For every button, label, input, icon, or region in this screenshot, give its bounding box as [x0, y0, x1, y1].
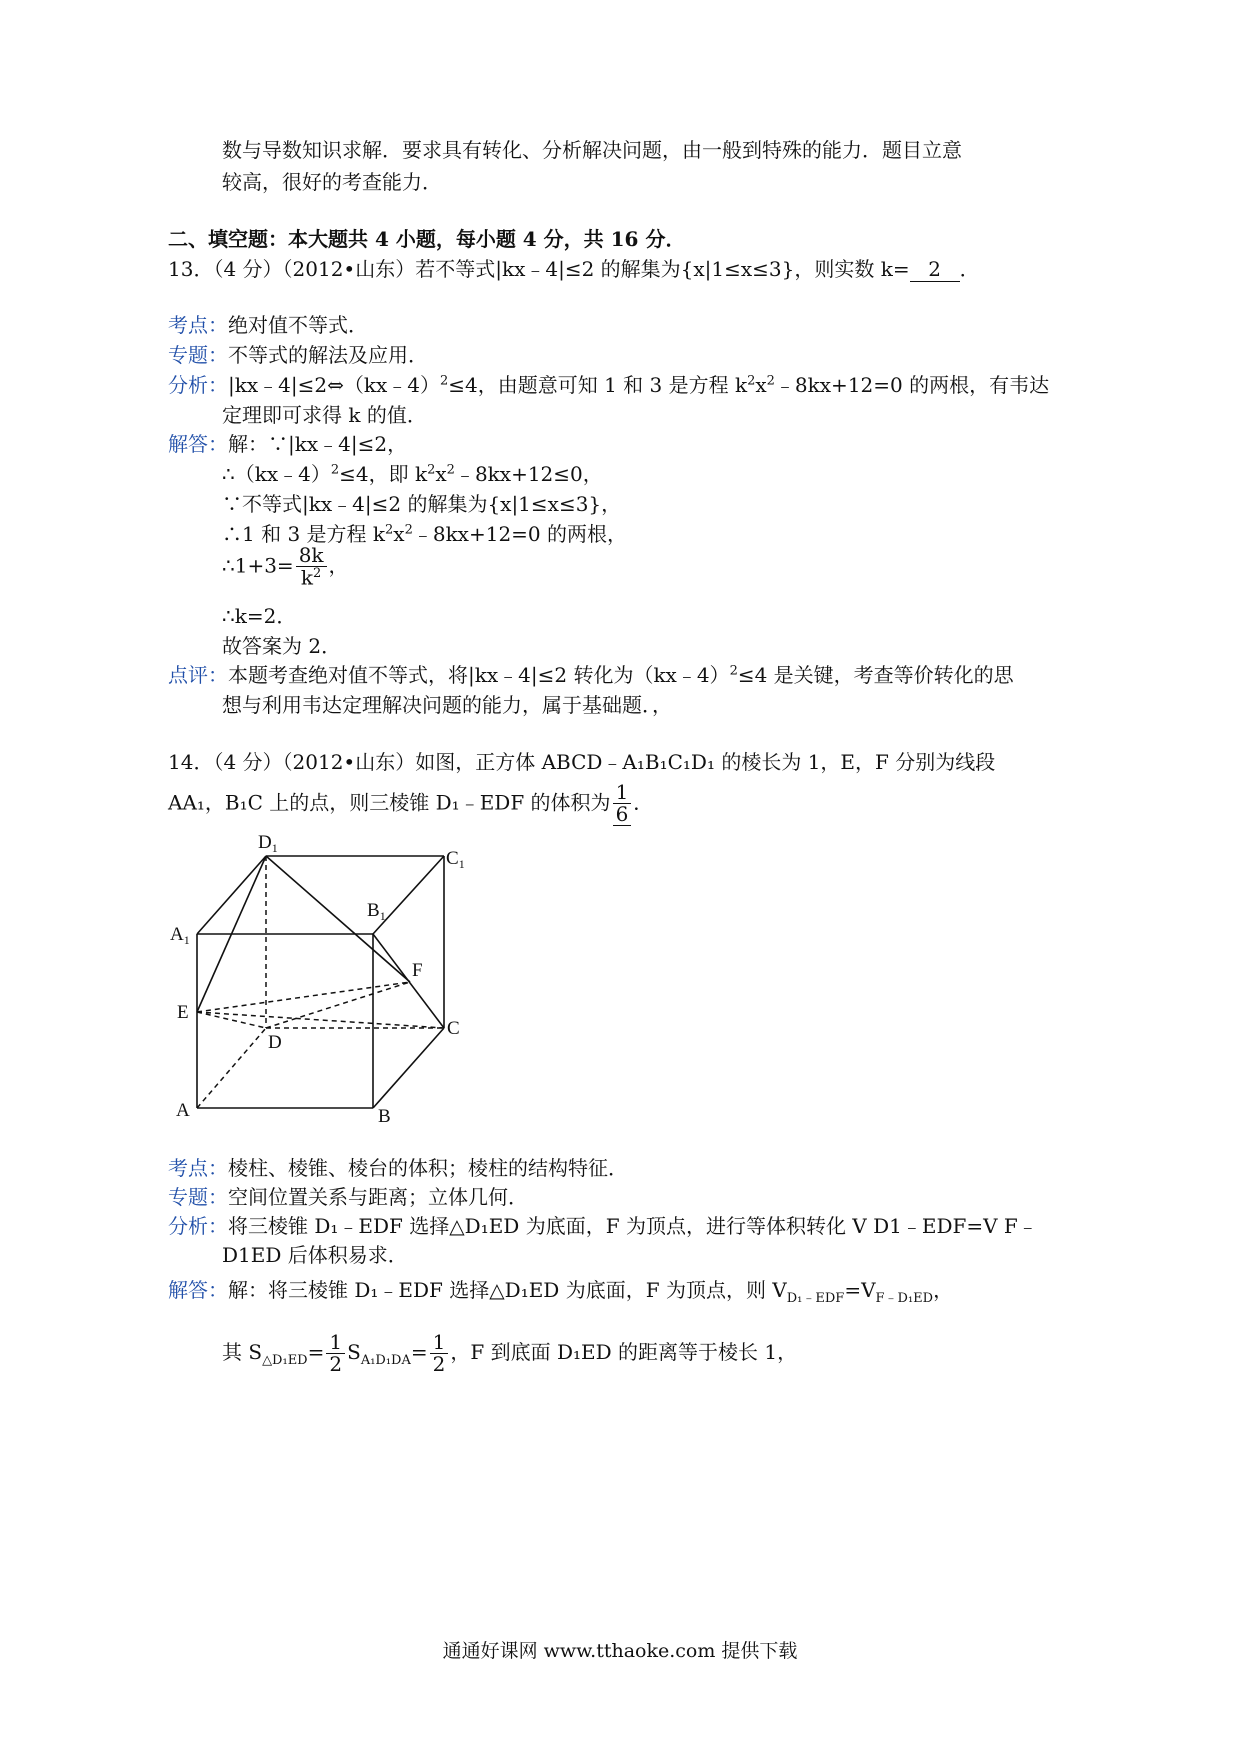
prev-comment-line1: 数与导数知识求解．要求具有转化、分析解决问题，由一般到特殊的能力．题目立意 [222, 138, 962, 162]
q14-line2-text: AA₁，B₁C 上的点，则三棱锥 D₁﹣EDF 的体积为 [168, 790, 611, 815]
cube-diagram [170, 828, 485, 1128]
page-footer: 通通好课网 www.tthaoke.com 提供下载 [442, 1640, 798, 1662]
q13-zhuanti [168, 343, 428, 367]
q13-step5 [222, 545, 349, 589]
fenxi-text: 将三棱锥 D₁﹣EDF 选择△D₁ED 为底面，F 为顶点，进行等体积转化 V D1﹣EDF=V F﹣ [228, 1214, 1038, 1238]
zhuanti-text: 空间位置关系与距离；立体几何． [228, 1185, 528, 1209]
jieda-label: 解答： [168, 1278, 228, 1302]
q13-stem-text: 13．（4 分）（2012•山东）若不等式|kx﹣4|≤2 的解集为{x|1≤x≤3}，则实数 k= [168, 257, 910, 281]
q13-fenxi [168, 373, 1049, 397]
zhuanti-label: 专题： [168, 343, 228, 367]
sup: 2 [729, 663, 738, 679]
kaodian-label: 考点： [168, 313, 228, 337]
pj1a: 本题考查绝对值不等式，将|kx﹣4|≤2 转化为（kx﹣4） [228, 663, 730, 687]
kaodian-text: 绝对值不等式． [228, 313, 368, 337]
s2b: ≤4，即 k [339, 462, 428, 486]
q13-stem [168, 257, 980, 282]
kaodian-text: 棱柱、棱锥、棱台的体积；棱柱的结构特征． [228, 1156, 628, 1180]
zhuanti-label: 专题： [168, 1185, 228, 1209]
numerator: 1 [326, 1332, 345, 1354]
q14-end: ． [633, 790, 654, 815]
s4c: ﹣8kx+12=0 的两根， [412, 522, 628, 546]
fenxi-b: ≤4，由题意可知 1 和 3 是方程 k [448, 373, 748, 397]
fraction [326, 1332, 345, 1375]
fenxi-a: |kx﹣4|≤2⇔（kx﹣4） [228, 373, 440, 397]
j2a: 其 S [222, 1340, 263, 1364]
prev-comment-line2: 较高，很好的考查能力． [222, 170, 442, 194]
sup: 2 [385, 522, 394, 538]
q13-step7: 故答案为 2． [222, 634, 342, 658]
numerator: 8k [296, 545, 327, 567]
label-B1: $B_1$ [367, 900, 386, 923]
label-D: D [268, 1032, 282, 1053]
kaodian-label: 考点： [168, 1156, 228, 1180]
label-B: B [378, 1106, 391, 1127]
label-C1: $C_1$ [446, 848, 465, 871]
jieda-label: 解答： [168, 432, 228, 456]
j1-eq: =V [844, 1278, 876, 1302]
pingjia-label: 点评： [168, 663, 228, 687]
q14-line2 [168, 782, 653, 826]
j1-sub2: F﹣D₁ED [875, 1291, 934, 1306]
j2-s2: S [347, 1340, 361, 1364]
q13-pingjia [168, 663, 1014, 687]
j1-sub1: D₁﹣EDF [786, 1291, 845, 1306]
label-A: A [176, 1100, 190, 1121]
q13-step3: ∵不等式|kx﹣4|≤2 的解集为{x|1≤x≤3}， [222, 492, 622, 516]
label-E: E [177, 1002, 189, 1023]
q13-pingjia-line2: 想与利用韦达定理解决问题的能力，属于基础题．， [222, 693, 672, 717]
numerator: 1 [430, 1332, 449, 1354]
fraction [430, 1332, 449, 1375]
sup: 2 [439, 373, 449, 389]
q14-answer-fraction [613, 782, 632, 826]
sup: 2 [313, 566, 322, 581]
numerator: 1 [613, 782, 632, 804]
j2-sub1: △D₁ED [262, 1353, 308, 1368]
j1-end: ， [933, 1278, 954, 1302]
q14-fenxi [168, 1214, 1038, 1238]
sup: 2 [446, 462, 455, 478]
q14-zhuanti [168, 1185, 528, 1209]
label-D1: $D_1$ [258, 832, 278, 855]
q13-fenxi-line2: 定理即可求得 k 的值． [222, 403, 427, 427]
label-F: F [412, 960, 423, 981]
sup: 2 [404, 522, 413, 538]
fenxi-d: ﹣8kx+12=0 的两根，有韦达 [774, 373, 1050, 397]
s5a: ∴1+3= [222, 553, 294, 578]
q13-step1: 解：∵|kx﹣4|≤2， [228, 432, 408, 456]
j2-sub2: A₁D₁DA [360, 1353, 411, 1368]
s4b: x [393, 522, 405, 546]
denominator [296, 567, 327, 589]
q13-stem-end: ． [959, 257, 980, 281]
zhuanti-text: 不等式的解法及应用． [228, 343, 428, 367]
s2d: ﹣8kx+12≤0， [454, 462, 603, 486]
j2-eq: = [307, 1340, 325, 1364]
sup: 2 [747, 373, 756, 389]
denominator: 2 [432, 1352, 446, 1376]
j2-end: ，F 到底面 D₁ED 的距离等于棱长 1， [450, 1340, 798, 1364]
section-heading: 二、填空题：本大题共 4 小题，每小题 4 分，共 16 分． [168, 227, 686, 251]
q14-line1: 14．（4 分）（2012•山东）如图，正方体 ABCD﹣A₁B₁C₁D₁ 的棱长为 1，E，F 分别为线段 [168, 750, 996, 774]
denominator: 6 [615, 802, 629, 826]
sup: 2 [427, 462, 436, 478]
sup: 2 [766, 373, 775, 389]
s2a: ∴（kx﹣4） [222, 462, 331, 486]
q14-jieda-line2 [222, 1332, 797, 1375]
q13-step2 [222, 462, 603, 486]
fraction [296, 545, 327, 589]
q14-kaodian [168, 1156, 628, 1180]
q14-fenxi-line2: D1ED 后体积易求． [222, 1243, 408, 1267]
fenxi-label: 分析： [168, 1214, 228, 1238]
q13-step4 [222, 522, 627, 546]
s4a: ∴1 和 3 是方程 k [222, 522, 385, 546]
s2c: x [435, 462, 447, 486]
q13-answer-blank: 2 [910, 257, 960, 282]
j1: 解：将三棱锥 D₁﹣EDF 选择△D₁ED 为底面，F 为顶点，则 V [228, 1278, 787, 1302]
den-k: k [300, 565, 314, 590]
label-C: C [447, 1018, 460, 1039]
fenxi-c: x [755, 373, 767, 397]
fenxi-label: 分析： [168, 373, 228, 397]
q13-kaodian [168, 313, 368, 337]
q14-jieda [168, 1278, 953, 1307]
label-A1: $A_1$ [170, 924, 190, 947]
sup: 2 [330, 462, 340, 478]
pj1b: ≤4 是关键，考查等价转化的思 [737, 663, 1014, 687]
s5-end: ， [328, 553, 349, 578]
j2-eq2: = [410, 1340, 428, 1364]
q13-jieda [168, 432, 407, 456]
denominator: 2 [329, 1352, 343, 1376]
q13-step6: ∴k=2． [222, 604, 297, 628]
